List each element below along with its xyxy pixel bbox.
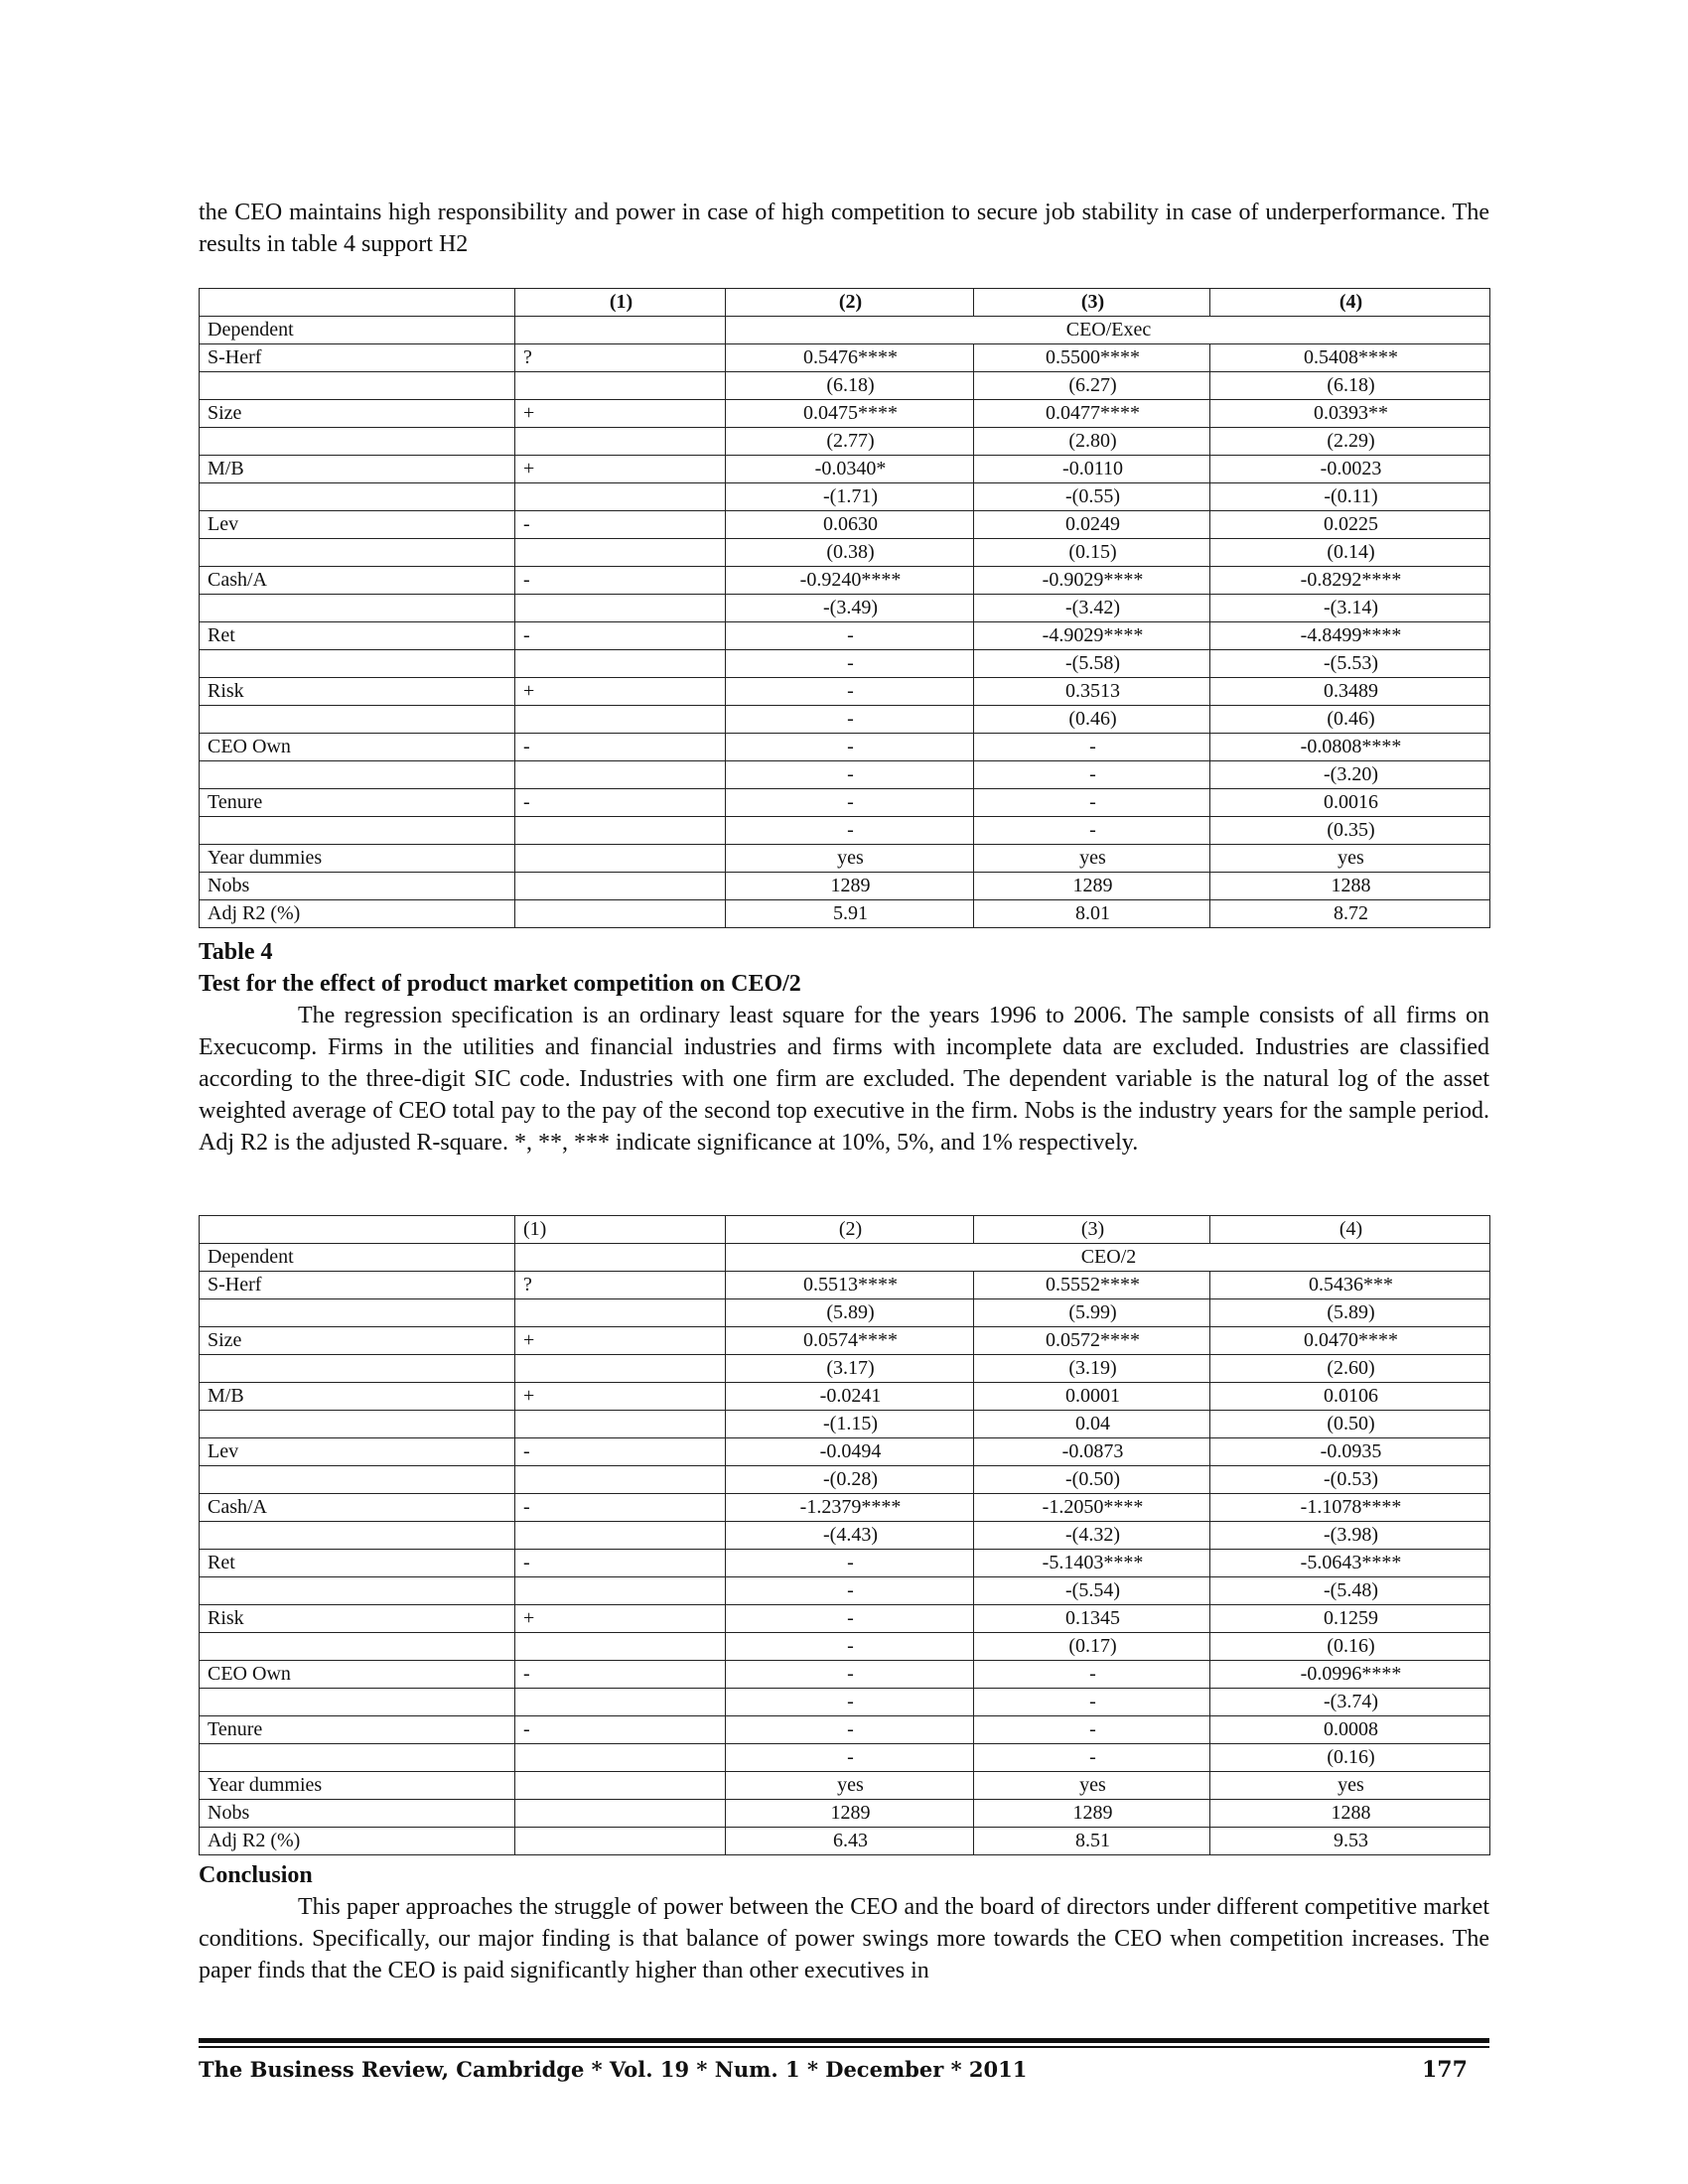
- coef-col-4: (6.18): [1210, 372, 1490, 400]
- variable-row: [200, 1494, 1490, 1522]
- variable-label: [200, 1466, 515, 1494]
- footer-journal-citation: The Business Review, Cambridge * Vol. 19 * Num. 1 * December * 2011: [199, 2057, 1028, 2082]
- coef-col-3: -: [974, 1689, 1210, 1716]
- variable-label: Risk: [200, 678, 515, 706]
- variable-label: CEO Own: [200, 1661, 515, 1689]
- coef-col-3: 0.1345: [974, 1605, 1210, 1633]
- expected-sign: [515, 428, 726, 456]
- coef-col-3: (6.27): [974, 372, 1210, 400]
- expected-sign: +: [515, 400, 726, 428]
- expected-sign: -: [515, 567, 726, 595]
- variable-row: [200, 900, 1490, 928]
- variable-label: Risk: [200, 1605, 515, 1633]
- variable-row: [200, 1605, 1490, 1633]
- coef-col-4: -0.0023: [1210, 456, 1490, 483]
- expected-sign: [515, 1828, 726, 1855]
- coef-col-2: (6.18): [726, 372, 974, 400]
- coef-col-2: (0.38): [726, 539, 974, 567]
- table-body: [200, 289, 1490, 928]
- coef-col-3: (0.15): [974, 539, 1210, 567]
- coef-col-3: -: [974, 817, 1210, 845]
- coef-col-3: 0.04: [974, 1411, 1210, 1438]
- coef-col-3: -0.9029****: [974, 567, 1210, 595]
- coef-col-3: 0.5552****: [974, 1272, 1210, 1299]
- expected-sign: [515, 1633, 726, 1661]
- coef-col-3: -(0.50): [974, 1466, 1210, 1494]
- column-header: (3): [974, 289, 1210, 317]
- expected-sign: +: [515, 1383, 726, 1411]
- coef-col-4: 0.1259: [1210, 1605, 1490, 1633]
- coef-col-4: yes: [1210, 845, 1490, 873]
- variable-label: Size: [200, 400, 515, 428]
- dependent-row: [200, 1244, 1490, 1272]
- variable-row: [200, 1716, 1490, 1744]
- coef-col-2: -: [726, 761, 974, 789]
- expected-sign: +: [515, 1605, 726, 1633]
- variable-label: [200, 650, 515, 678]
- coef-col-2: -: [726, 622, 974, 650]
- variable-label: S-Herf: [200, 1272, 515, 1299]
- coef-col-2: -: [726, 1689, 974, 1716]
- coef-col-3: -(4.32): [974, 1522, 1210, 1550]
- expected-sign: [515, 372, 726, 400]
- coef-col-2: -(3.49): [726, 595, 974, 622]
- coef-col-4: (0.16): [1210, 1633, 1490, 1661]
- blank-cell: [515, 1244, 726, 1272]
- conclusion-paragraph: This paper approaches the struggle of power between the CEO and the board of directors under different competitive market conditions. Specifically, our major finding is that balance of power swings more towards the CEO when competition increases. The paper finds that the CEO is paid significantly higher than other executives in: [199, 1894, 1489, 1983]
- tstat-row: [200, 1411, 1490, 1438]
- variable-row: [200, 1438, 1490, 1466]
- coef-col-4: (0.50): [1210, 1411, 1490, 1438]
- variable-row: [200, 873, 1490, 900]
- coef-col-4: -(3.14): [1210, 595, 1490, 622]
- variable-row: [200, 1272, 1490, 1299]
- coef-col-4: 0.0008: [1210, 1716, 1490, 1744]
- variable-row: [200, 1383, 1490, 1411]
- coef-col-4: 1288: [1210, 1800, 1490, 1828]
- variable-label: Ret: [200, 622, 515, 650]
- variable-row: [200, 622, 1490, 650]
- coef-col-4: 1288: [1210, 873, 1490, 900]
- tstat-row: [200, 1633, 1490, 1661]
- expected-sign: -: [515, 1438, 726, 1466]
- coef-col-2: -: [726, 734, 974, 761]
- expected-sign: [515, 1522, 726, 1550]
- coef-col-3: -: [974, 734, 1210, 761]
- tstat-row: [200, 483, 1490, 511]
- coef-col-3: (0.46): [974, 706, 1210, 734]
- expected-sign: [515, 595, 726, 622]
- tstat-row: [200, 539, 1490, 567]
- expected-sign: [515, 539, 726, 567]
- header-blank-cell: [200, 289, 515, 317]
- expected-sign: [515, 761, 726, 789]
- coef-col-3: -: [974, 1716, 1210, 1744]
- coef-col-3: yes: [974, 845, 1210, 873]
- variable-label: Lev: [200, 511, 515, 539]
- expected-sign: [515, 873, 726, 900]
- coef-col-3: 0.5500****: [974, 344, 1210, 372]
- variable-row: [200, 1661, 1490, 1689]
- variable-label: Ret: [200, 1550, 515, 1577]
- tstat-row: [200, 1577, 1490, 1605]
- coef-col-3: -: [974, 761, 1210, 789]
- variable-label: [200, 1744, 515, 1772]
- coef-col-2: (2.77): [726, 428, 974, 456]
- expected-sign: [515, 1299, 726, 1327]
- page-number: 177: [1422, 2057, 1468, 2083]
- variable-row: [200, 1550, 1490, 1577]
- expected-sign: -: [515, 1494, 726, 1522]
- coef-col-3: 8.01: [974, 900, 1210, 928]
- expected-sign: [515, 817, 726, 845]
- variable-label: [200, 1299, 515, 1327]
- variable-label: Year dummies: [200, 845, 515, 873]
- coef-col-3: -(5.54): [974, 1577, 1210, 1605]
- coef-col-2: yes: [726, 1772, 974, 1800]
- variable-label: [200, 1689, 515, 1716]
- column-header: (2): [726, 1216, 974, 1244]
- coef-col-4: 9.53: [1210, 1828, 1490, 1855]
- variable-label: Nobs: [200, 1800, 515, 1828]
- variable-label: [200, 595, 515, 622]
- coef-col-4: -(0.53): [1210, 1466, 1490, 1494]
- coef-col-3: -(3.42): [974, 595, 1210, 622]
- coef-col-2: -: [726, 1716, 974, 1744]
- coef-col-2: 5.91: [726, 900, 974, 928]
- dependent-label: Dependent: [200, 317, 515, 344]
- conclusion-heading: Conclusion: [199, 1862, 313, 1888]
- variable-label: [200, 372, 515, 400]
- variable-label: [200, 483, 515, 511]
- coef-col-2: -: [726, 1577, 974, 1605]
- column-header: (4): [1210, 289, 1490, 317]
- variable-label: [200, 539, 515, 567]
- tstat-row: [200, 428, 1490, 456]
- coef-col-4: -(3.98): [1210, 1522, 1490, 1550]
- coef-col-4: -(0.11): [1210, 483, 1490, 511]
- variable-label: M/B: [200, 456, 515, 483]
- coef-col-3: -(5.58): [974, 650, 1210, 678]
- expected-sign: [515, 1689, 726, 1716]
- coef-col-4: (0.46): [1210, 706, 1490, 734]
- coef-col-2: -(1.15): [726, 1411, 974, 1438]
- coef-col-2: (3.17): [726, 1355, 974, 1383]
- variable-row: [200, 1327, 1490, 1355]
- variable-label: Cash/A: [200, 567, 515, 595]
- coef-col-3: -: [974, 789, 1210, 817]
- expected-sign: +: [515, 678, 726, 706]
- table4-caption: The regression specification is an ordinary least square for the years 1996 to 2006. The sample consists of all firms on Execucomp. Firms in the utilities and financial industries and firms with incomplete data are excluded. Industries are classified according to the three-digit SIC code. Industries with one firm are excluded. The dependent variable is the natural log of the asset weighted average of CEO total pay to the pay of the second top executive in the firm. Nobs is the industry years for the sample period. Adj R2 is the adjusted R-square. *, **, *** indicate significance at 10%, 5%, and 1% respectively.: [199, 1003, 1489, 1156]
- coef-col-4: (0.14): [1210, 539, 1490, 567]
- expected-sign: [515, 650, 726, 678]
- variable-label: [200, 706, 515, 734]
- tstat-row: [200, 595, 1490, 622]
- coef-col-2: 1289: [726, 1800, 974, 1828]
- column-header: (3): [974, 1216, 1210, 1244]
- coef-col-2: -(1.71): [726, 483, 974, 511]
- variable-label: [200, 1522, 515, 1550]
- expected-sign: -: [515, 789, 726, 817]
- coef-col-2: -: [726, 1661, 974, 1689]
- expected-sign: [515, 845, 726, 873]
- coef-col-2: -0.0241: [726, 1383, 974, 1411]
- coef-col-2: -(0.28): [726, 1466, 974, 1494]
- coef-col-4: 8.72: [1210, 900, 1490, 928]
- coef-col-4: yes: [1210, 1772, 1490, 1800]
- coef-col-4: (2.60): [1210, 1355, 1490, 1383]
- variable-label: Size: [200, 1327, 515, 1355]
- variable-label: Nobs: [200, 873, 515, 900]
- expected-sign: [515, 1466, 726, 1494]
- coef-col-4: (0.35): [1210, 817, 1490, 845]
- coef-col-3: 1289: [974, 873, 1210, 900]
- variable-row: [200, 1800, 1490, 1828]
- coef-col-4: 0.0106: [1210, 1383, 1490, 1411]
- expected-sign: [515, 1577, 726, 1605]
- coef-col-4: -0.0808****: [1210, 734, 1490, 761]
- table-body: [200, 1216, 1490, 1855]
- variable-label: Adj R2 (%): [200, 900, 515, 928]
- coef-col-4: 0.0225: [1210, 511, 1490, 539]
- coef-col-4: (0.16): [1210, 1744, 1490, 1772]
- coef-col-3: -0.0110: [974, 456, 1210, 483]
- variable-label: [200, 817, 515, 845]
- coef-col-3: -0.0873: [974, 1438, 1210, 1466]
- tstat-row: [200, 1689, 1490, 1716]
- variable-row: [200, 1772, 1490, 1800]
- variable-label: [200, 1355, 515, 1383]
- coef-col-2: -: [726, 1744, 974, 1772]
- dependent-value: CEO/Exec: [726, 317, 1490, 344]
- coef-col-3: 0.0001: [974, 1383, 1210, 1411]
- variable-label: [200, 761, 515, 789]
- coef-col-2: -0.0340*: [726, 456, 974, 483]
- coef-col-2: 6.43: [726, 1828, 974, 1855]
- dependent-label: Dependent: [200, 1244, 515, 1272]
- coef-col-4: -5.0643****: [1210, 1550, 1490, 1577]
- expected-sign: -: [515, 1550, 726, 1577]
- variable-label: [200, 1577, 515, 1605]
- variable-label: Adj R2 (%): [200, 1828, 515, 1855]
- variable-label: S-Herf: [200, 344, 515, 372]
- coef-col-4: -(5.48): [1210, 1577, 1490, 1605]
- variable-label: M/B: [200, 1383, 515, 1411]
- expected-sign: [515, 1800, 726, 1828]
- expected-sign: [515, 900, 726, 928]
- tstat-row: [200, 706, 1490, 734]
- tstat-row: [200, 761, 1490, 789]
- expected-sign: [515, 1355, 726, 1383]
- intro-paragraph: the CEO maintains high responsibility and power in case of high competition to secure job stability in case of underperformance. The results in table 4 support H2: [199, 200, 1489, 257]
- expected-sign: [515, 1772, 726, 1800]
- variable-label: Lev: [200, 1438, 515, 1466]
- column-header-row: [200, 1216, 1490, 1244]
- expected-sign: -: [515, 511, 726, 539]
- tstat-row: [200, 1744, 1490, 1772]
- variable-row: [200, 567, 1490, 595]
- blank-cell: [515, 317, 726, 344]
- variable-label: Tenure: [200, 1716, 515, 1744]
- regression-table-ceo-2: [199, 1215, 1490, 1855]
- coef-col-2: 1289: [726, 873, 974, 900]
- footer-rule-thin: [199, 2046, 1489, 2048]
- coef-col-3: -1.2050****: [974, 1494, 1210, 1522]
- variable-label: CEO Own: [200, 734, 515, 761]
- coef-col-2: -: [726, 789, 974, 817]
- coef-col-3: -: [974, 1661, 1210, 1689]
- column-header: (4): [1210, 1216, 1490, 1244]
- tstat-row: [200, 1355, 1490, 1383]
- expected-sign: [515, 706, 726, 734]
- coef-col-3: yes: [974, 1772, 1210, 1800]
- expected-sign: +: [515, 456, 726, 483]
- coef-col-2: -0.9240****: [726, 567, 974, 595]
- coef-col-3: (5.99): [974, 1299, 1210, 1327]
- coef-col-2: -: [726, 1550, 974, 1577]
- expected-sign: [515, 483, 726, 511]
- coef-col-2: 0.0630: [726, 511, 974, 539]
- coef-col-4: -1.1078****: [1210, 1494, 1490, 1522]
- variable-label: Year dummies: [200, 1772, 515, 1800]
- coef-col-4: (2.29): [1210, 428, 1490, 456]
- coef-col-3: -4.9029****: [974, 622, 1210, 650]
- coef-col-2: (5.89): [726, 1299, 974, 1327]
- expected-sign: -: [515, 622, 726, 650]
- table4-heading: Table 4: [199, 939, 273, 965]
- coef-col-3: -(0.55): [974, 483, 1210, 511]
- dependent-value: CEO/2: [726, 1244, 1490, 1272]
- variable-label: Tenure: [200, 789, 515, 817]
- variable-row: [200, 678, 1490, 706]
- column-header: (1): [515, 1216, 726, 1244]
- coef-col-3: -: [974, 1744, 1210, 1772]
- coef-col-4: 0.3489: [1210, 678, 1490, 706]
- coef-col-4: 0.5408****: [1210, 344, 1490, 372]
- expected-sign: ?: [515, 1272, 726, 1299]
- expected-sign: -: [515, 1661, 726, 1689]
- coef-col-4: -(5.53): [1210, 650, 1490, 678]
- coef-col-4: 0.0393**: [1210, 400, 1490, 428]
- coef-col-2: -: [726, 1605, 974, 1633]
- tstat-row: [200, 1466, 1490, 1494]
- variable-label: Cash/A: [200, 1494, 515, 1522]
- coef-col-4: -(3.20): [1210, 761, 1490, 789]
- coef-col-2: 0.5513****: [726, 1272, 974, 1299]
- coef-col-2: 0.5476****: [726, 344, 974, 372]
- variable-row: [200, 845, 1490, 873]
- coef-col-3: 0.0477****: [974, 400, 1210, 428]
- coef-col-4: 0.5436***: [1210, 1272, 1490, 1299]
- expected-sign: +: [515, 1327, 726, 1355]
- variable-row: [200, 1828, 1490, 1855]
- expected-sign: [515, 1411, 726, 1438]
- coef-col-2: -: [726, 650, 974, 678]
- expected-sign: [515, 1744, 726, 1772]
- coef-col-2: -: [726, 706, 974, 734]
- coef-col-3: 0.3513: [974, 678, 1210, 706]
- dependent-row: [200, 317, 1490, 344]
- coef-col-4: 0.0470****: [1210, 1327, 1490, 1355]
- tstat-row: [200, 817, 1490, 845]
- variable-row: [200, 734, 1490, 761]
- variable-label: [200, 1633, 515, 1661]
- variable-row: [200, 344, 1490, 372]
- column-header-row: [200, 289, 1490, 317]
- coef-col-3: -5.1403****: [974, 1550, 1210, 1577]
- coef-col-4: (5.89): [1210, 1299, 1490, 1327]
- coef-col-4: -0.8292****: [1210, 567, 1490, 595]
- coef-col-2: -1.2379****: [726, 1494, 974, 1522]
- coef-col-3: (3.19): [974, 1355, 1210, 1383]
- tstat-row: [200, 1522, 1490, 1550]
- table4-title: Test for the effect of product market competition on CEO/2: [199, 971, 801, 997]
- coef-col-3: 1289: [974, 1800, 1210, 1828]
- coef-col-3: 0.0572****: [974, 1327, 1210, 1355]
- expected-sign: -: [515, 734, 726, 761]
- coef-col-2: -: [726, 1633, 974, 1661]
- coef-col-4: 0.0016: [1210, 789, 1490, 817]
- regression-table-ceo-exec: [199, 288, 1490, 928]
- footer-rule-thick: [199, 2038, 1489, 2043]
- coef-col-4: -4.8499****: [1210, 622, 1490, 650]
- header-blank-cell: [200, 1216, 515, 1244]
- variable-row: [200, 456, 1490, 483]
- variable-label: [200, 1411, 515, 1438]
- variable-label: [200, 428, 515, 456]
- coef-col-2: yes: [726, 845, 974, 873]
- coef-col-3: 0.0249: [974, 511, 1210, 539]
- coef-col-2: -: [726, 817, 974, 845]
- variable-row: [200, 789, 1490, 817]
- tstat-row: [200, 372, 1490, 400]
- coef-col-4: -0.0996****: [1210, 1661, 1490, 1689]
- column-header: (2): [726, 289, 974, 317]
- coef-col-3: 8.51: [974, 1828, 1210, 1855]
- coef-col-4: -(3.74): [1210, 1689, 1490, 1716]
- column-header: (1): [515, 289, 726, 317]
- tstat-row: [200, 1299, 1490, 1327]
- coef-col-3: (0.17): [974, 1633, 1210, 1661]
- variable-row: [200, 511, 1490, 539]
- coef-col-3: (2.80): [974, 428, 1210, 456]
- expected-sign: -: [515, 1716, 726, 1744]
- coef-col-2: -(4.43): [726, 1522, 974, 1550]
- tstat-row: [200, 650, 1490, 678]
- coef-col-2: -0.0494: [726, 1438, 974, 1466]
- variable-row: [200, 400, 1490, 428]
- coef-col-2: 0.0475****: [726, 400, 974, 428]
- expected-sign: ?: [515, 344, 726, 372]
- coef-col-2: 0.0574****: [726, 1327, 974, 1355]
- coef-col-2: -: [726, 678, 974, 706]
- coef-col-4: -0.0935: [1210, 1438, 1490, 1466]
